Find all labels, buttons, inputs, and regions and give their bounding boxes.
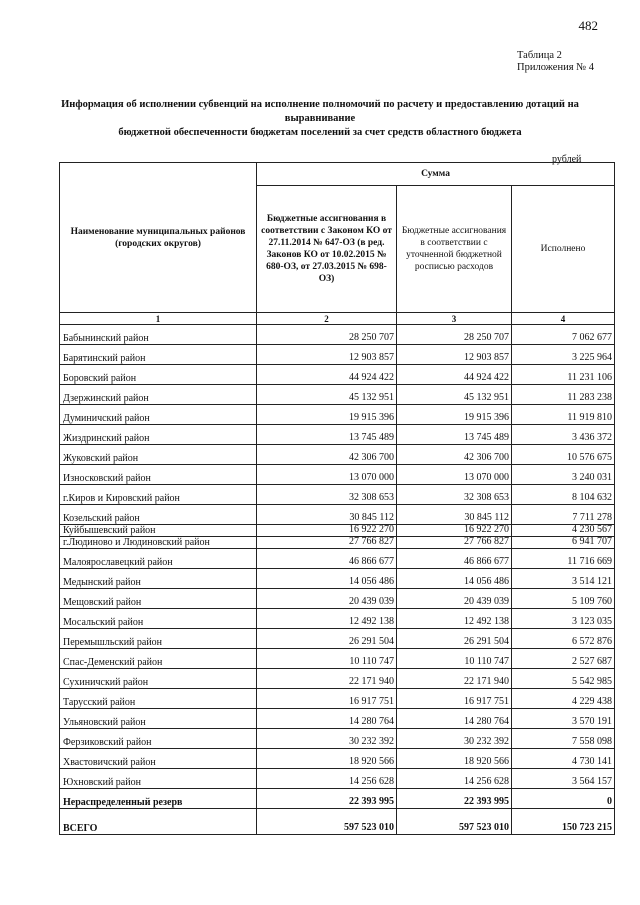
executed-value: 3 564 157 xyxy=(512,769,615,789)
law-allocations-value: 16 917 751 xyxy=(257,689,397,709)
executed-value: 3 436 372 xyxy=(512,425,615,445)
municipality-name: Жуковский район xyxy=(60,445,257,465)
table-row xyxy=(60,525,615,537)
executed-value: 7 711 278 xyxy=(512,505,615,525)
total-label: ВСЕГО xyxy=(60,809,257,835)
executed-value: 3 240 031 xyxy=(512,465,615,485)
page-number: 482 xyxy=(578,18,598,33)
budget-allocations-value: 20 439 039 xyxy=(397,589,512,609)
executed-value: 2 527 687 xyxy=(512,649,615,669)
header-executed: Исполнено xyxy=(512,186,615,313)
header-law-allocations: Бюджетные ассигнования в соответствии с Законом КО от 27.11.2014 № 647-ОЗ (в ред. Законов КО от 10.02.2015 № 680-ОЗ, от 27.03.2015 № 698-ОЗ) xyxy=(257,186,397,313)
table-row xyxy=(60,789,615,809)
municipality-name: Козельский район xyxy=(60,505,257,525)
budget-allocations-value: 28 250 707 xyxy=(397,325,512,345)
executed-value: 3 514 121 xyxy=(512,569,615,589)
table-row xyxy=(60,405,615,425)
table-row xyxy=(60,709,615,729)
table-row xyxy=(60,669,615,689)
municipality-name: г.Киров и Кировский район xyxy=(60,485,257,505)
table-row xyxy=(60,629,615,649)
municipality-name: Нераспределенный резерв xyxy=(60,789,257,809)
table-row xyxy=(60,589,615,609)
header-municipality-name: Наименование муниципальных районов (городских округов) xyxy=(60,163,257,313)
law-allocations-value: 13 070 000 xyxy=(257,465,397,485)
table-reference xyxy=(517,50,594,74)
table-row xyxy=(60,425,615,445)
table-row xyxy=(60,549,615,569)
municipality-name: Медынский район xyxy=(60,569,257,589)
municipality-name: Мосальский район xyxy=(60,609,257,629)
table-row xyxy=(60,749,615,769)
municipality-name: Жиздринский район xyxy=(60,425,257,445)
budget-allocations-value: 46 866 677 xyxy=(397,549,512,569)
table-row xyxy=(60,385,615,405)
table-reference-line: Таблица 2 xyxy=(517,50,562,61)
law-allocations-value: 14 056 486 xyxy=(257,569,397,589)
total-row xyxy=(60,809,615,835)
budget-allocations-value: 12 492 138 xyxy=(397,609,512,629)
municipality-name: Куйбышевский район xyxy=(60,525,257,537)
column-number: 4 xyxy=(512,313,615,325)
municipality-name: Тарусский район xyxy=(60,689,257,709)
municipality-name: Боровский район xyxy=(60,365,257,385)
law-allocations-value: 20 439 039 xyxy=(257,589,397,609)
budget-allocations-value: 30 232 392 xyxy=(397,729,512,749)
law-allocations-value: 14 280 764 xyxy=(257,709,397,729)
municipality-name: Ульяновский район xyxy=(60,709,257,729)
municipality-name: Ферзиковский район xyxy=(60,729,257,749)
law-allocations-value: 18 920 566 xyxy=(257,749,397,769)
executed-value: 0 xyxy=(512,789,615,809)
law-allocations-value: 12 903 857 xyxy=(257,345,397,365)
title-line-2: бюджетной обеспеченности бюджетам поселений за счет средств областного бюджета xyxy=(118,127,522,138)
budget-allocations-value: 22 171 940 xyxy=(397,669,512,689)
budget-allocations-value: 44 924 422 xyxy=(397,365,512,385)
law-allocations-value: 19 915 396 xyxy=(257,405,397,425)
municipality-name: Юхновский район xyxy=(60,769,257,789)
executed-value: 3 123 035 xyxy=(512,609,615,629)
law-allocations-value: 45 132 951 xyxy=(257,385,397,405)
budget-allocations-value: 16 922 270 xyxy=(397,525,512,537)
executed-value: 5 109 760 xyxy=(512,589,615,609)
executed-value: 11 919 810 xyxy=(512,405,615,425)
law-allocations-value: 22 171 940 xyxy=(257,669,397,689)
municipality-name: Мещовский район xyxy=(60,589,257,609)
budget-allocations-value: 13 070 000 xyxy=(397,465,512,485)
budget-allocations-value: 16 917 751 xyxy=(397,689,512,709)
column-number: 1 xyxy=(60,313,257,325)
law-allocations-value: 16 922 270 xyxy=(257,525,397,537)
executed-value: 8 104 632 xyxy=(512,485,615,505)
column-number: 2 xyxy=(257,313,397,325)
budget-allocations-value: 30 845 112 xyxy=(397,505,512,525)
table-row xyxy=(60,465,615,485)
executed-value: 3 570 191 xyxy=(512,709,615,729)
total-executed: 150 723 215 xyxy=(512,809,615,835)
budget-allocations-value: 13 745 489 xyxy=(397,425,512,445)
appendix-reference-line: Приложения № 4 xyxy=(517,62,595,73)
law-allocations-value: 28 250 707 xyxy=(257,325,397,345)
document-title xyxy=(60,98,580,140)
budget-allocations-value: 32 308 653 xyxy=(397,485,512,505)
column-number: 3 xyxy=(397,313,512,325)
municipality-name: Дзержинский район xyxy=(60,385,257,405)
table-row xyxy=(60,609,615,629)
law-allocations-value: 10 110 747 xyxy=(257,649,397,669)
table-row xyxy=(60,345,615,365)
table-row xyxy=(60,445,615,465)
executed-value: 4 230 567 xyxy=(512,525,615,537)
municipality-name: Перемышльский район xyxy=(60,629,257,649)
units-label: рублей xyxy=(552,154,582,165)
executed-value: 11 231 106 xyxy=(512,365,615,385)
municipality-name: Малоярославецкий район xyxy=(60,549,257,569)
table-row xyxy=(60,485,615,505)
total-law-allocations: 597 523 010 xyxy=(257,809,397,835)
table-row xyxy=(60,325,615,345)
municipality-name: Спас-Деменский район xyxy=(60,649,257,669)
executed-value: 11 716 669 xyxy=(512,549,615,569)
budget-allocations-value: 12 903 857 xyxy=(397,345,512,365)
table-row xyxy=(60,537,615,549)
municipality-name: Думиничский район xyxy=(60,405,257,425)
table-body xyxy=(60,325,615,809)
law-allocations-value: 22 393 995 xyxy=(257,789,397,809)
budget-allocations-value: 22 393 995 xyxy=(397,789,512,809)
budget-allocations-value: 42 306 700 xyxy=(397,445,512,465)
municipality-name: Барятинский район xyxy=(60,345,257,365)
executed-value: 6 941 707 xyxy=(512,537,615,549)
table-row xyxy=(60,569,615,589)
municipality-name: г.Людиново и Людиновский район xyxy=(60,537,257,549)
budget-allocations-value: 14 280 764 xyxy=(397,709,512,729)
law-allocations-value: 26 291 504 xyxy=(257,629,397,649)
law-allocations-value: 12 492 138 xyxy=(257,609,397,629)
table-row xyxy=(60,769,615,789)
budget-allocations-value: 14 256 628 xyxy=(397,769,512,789)
subsidies-table xyxy=(59,162,615,835)
executed-value: 4 730 141 xyxy=(512,749,615,769)
table-row xyxy=(60,365,615,385)
municipality-name: Хвастовичский район xyxy=(60,749,257,769)
municipality-name: Бабынинский район xyxy=(60,325,257,345)
municipality-name: Износковский район xyxy=(60,465,257,485)
table-row xyxy=(60,649,615,669)
municipality-name: Сухиничский район xyxy=(60,669,257,689)
budget-allocations-value: 26 291 504 xyxy=(397,629,512,649)
budget-allocations-value: 27 766 827 xyxy=(397,537,512,549)
total-budget-allocations: 597 523 010 xyxy=(397,809,512,835)
law-allocations-value: 30 845 112 xyxy=(257,505,397,525)
executed-value: 7 558 098 xyxy=(512,729,615,749)
budget-allocations-value: 45 132 951 xyxy=(397,385,512,405)
law-allocations-value: 30 232 392 xyxy=(257,729,397,749)
law-allocations-value: 46 866 677 xyxy=(257,549,397,569)
law-allocations-value: 14 256 628 xyxy=(257,769,397,789)
table-row xyxy=(60,505,615,525)
law-allocations-value: 27 766 827 xyxy=(257,537,397,549)
executed-value: 11 283 238 xyxy=(512,385,615,405)
budget-allocations-value: 18 920 566 xyxy=(397,749,512,769)
executed-value: 5 542 985 xyxy=(512,669,615,689)
header-budget-allocations: Бюджетные ассигнования в соответствии с уточненной бюджетной росписью расходов xyxy=(397,186,512,313)
header-sum: Сумма xyxy=(257,163,615,186)
title-line-1: Информация об исполнении субвенций на исполнение полномочий по расчету и предоставлению дотаций на выравнивание xyxy=(61,99,579,124)
table-row xyxy=(60,689,615,709)
executed-value: 6 572 876 xyxy=(512,629,615,649)
executed-value: 7 062 677 xyxy=(512,325,615,345)
law-allocations-value: 42 306 700 xyxy=(257,445,397,465)
budget-allocations-value: 14 056 486 xyxy=(397,569,512,589)
budget-allocations-value: 10 110 747 xyxy=(397,649,512,669)
law-allocations-value: 44 924 422 xyxy=(257,365,397,385)
law-allocations-value: 13 745 489 xyxy=(257,425,397,445)
budget-allocations-value: 19 915 396 xyxy=(397,405,512,425)
executed-value: 10 576 675 xyxy=(512,445,615,465)
executed-value: 3 225 964 xyxy=(512,345,615,365)
law-allocations-value: 32 308 653 xyxy=(257,485,397,505)
table-row xyxy=(60,729,615,749)
executed-value: 4 229 438 xyxy=(512,689,615,709)
